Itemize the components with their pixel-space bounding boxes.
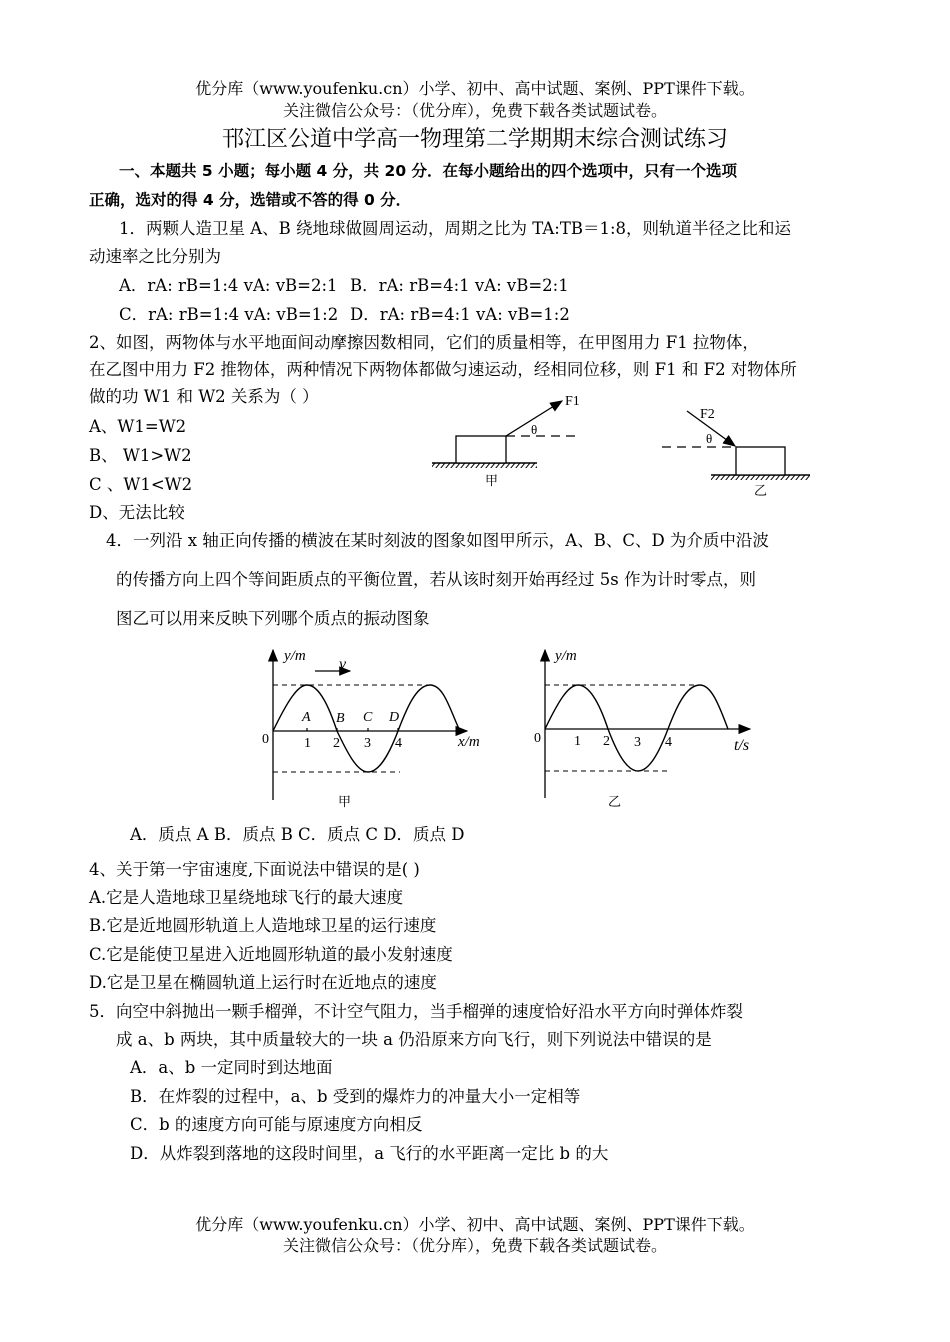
- q4-option-c: C.它是能使卫星进入近地圆形轨道的最小发射速度: [89, 945, 453, 964]
- y-axis-label-left: y/m: [284, 648, 306, 664]
- section-instructions-line-1: 一、本题共 5 小题；每小题 4 分，共 20 分．在每小题给出的四个选项中，只有一个选项: [119, 162, 738, 180]
- origin-label-right: 0: [534, 731, 541, 746]
- caption-jia-wave: 甲: [338, 794, 352, 809]
- q2-option-b: B、 W1>W2: [89, 446, 192, 465]
- caption-yi-wave: 乙: [608, 794, 622, 809]
- x-tick-4-left: 4: [395, 736, 402, 751]
- wave-figures: [250, 640, 770, 815]
- q2-stem-line-1: 2、如图，两物体与水平地面间动摩擦因数相同，它们的质量相等，在甲图用力 F1 拉物体，: [89, 333, 759, 352]
- q3-stem-line-2: 的传播方向上四个等间距质点的平衡位置，若从该时刻开始再经过 5s 作为计时零点，则: [116, 570, 756, 589]
- diagram-right: [662, 407, 810, 498]
- q3-stem-line-3: 图乙可以用来反映下列哪个质点的振动图象: [116, 609, 430, 628]
- q5-stem-line-1: 5．向空中斜抛出一颗手榴弹，不计空气阻力，当手榴弹的速度恰好沿水平方向时弹体炸裂: [89, 1002, 743, 1021]
- wave-graph-left: [262, 648, 480, 809]
- q4-option-b: B.它是近地圆形轨道上人造地球卫星的运行速度: [89, 916, 437, 935]
- q1-option-a: A．rA: rB=1:4 vA: vB=2:1: [119, 276, 338, 295]
- q5-option-b: B．在炸裂的过程中，a、b 受到的爆炸力的冲量大小一定相等: [130, 1087, 581, 1106]
- x-tick-1-right: 1: [574, 734, 581, 749]
- x-axis-label-right: t/s: [734, 737, 750, 754]
- force-label-f2: F2: [700, 407, 715, 422]
- q5-option-d: D．从炸裂到落地的这段时间里，a 飞行的水平距离一定比 b 的大: [130, 1144, 609, 1163]
- q2-option-d: D、无法比较: [89, 503, 185, 522]
- caption-yi: 乙: [754, 483, 768, 498]
- point-label-c: C: [363, 710, 373, 725]
- q1-option-d: D．rA: rB=4:1 vA: vB=1:2: [350, 305, 570, 324]
- q5-option-a: A．a、b 一定同时到达地面: [130, 1058, 333, 1077]
- q4-option-d: D.它是卫星在椭圆轨道上运行时在近地点的速度: [89, 973, 437, 992]
- page-title: 邗江区公道中学高一物理第二学期期末综合测试练习: [221, 127, 728, 152]
- ground-hatch-left: [432, 463, 537, 468]
- origin-label-left: 0: [262, 732, 269, 747]
- wave-curve-right: [545, 685, 728, 771]
- q4-option-a: A.它是人造地球卫星绕地球飞行的最大速度: [89, 888, 404, 907]
- point-label-b: B: [336, 711, 345, 726]
- angle-label-left: θ: [531, 422, 538, 437]
- y-axis-label-right: y/m: [555, 648, 577, 664]
- q5-stem-line-2: 成 a、b 两块，其中质量较大的一块 a 仍沿原来方向飞行，则下列说法中错误的是: [116, 1030, 712, 1049]
- x-tick-1-left: 1: [304, 736, 311, 751]
- q3-options: A．质点 A B．质点 B C．质点 C D．质点 D: [130, 825, 465, 844]
- q2-option-c: C 、W1<W2: [89, 475, 193, 494]
- q4-stem: 4、关于第一宇宙速度,下面说法中错误的是( ): [89, 860, 420, 879]
- x-axis-label-left: x/m: [458, 734, 480, 750]
- q1-stem-line-2: 动速率之比分别为: [89, 247, 221, 266]
- velocity-label: v: [339, 656, 347, 673]
- x-tick-3-left: 3: [364, 736, 371, 751]
- q2-stem-line-3: 做的功 W1 和 W2 关系为（ ）: [89, 387, 319, 406]
- footer-line-2: 关注微信公众号：（优分库），免费下载各类试题试卷。: [282, 1236, 667, 1255]
- wave-graph-right: [534, 648, 750, 809]
- q2-option-a: A、W1=W2: [89, 417, 187, 436]
- point-label-d: D: [389, 710, 400, 725]
- q1-stem-line-1: 1．两颗人造卫星 A、B 绕地球做圆周运动，周期之比为 TA:TB＝1:8，则轨道半径之比和运: [119, 219, 792, 238]
- force-label-f1: F1: [565, 394, 580, 409]
- q3-stem-line-1: 4．一列沿 x 轴正向传播的横波在某时刻波的图象如图甲所示，A、B、C、D 为介质中沿波: [106, 531, 769, 550]
- q1-option-c: C．rA: rB=1:4 vA: vB=1:2: [119, 305, 339, 324]
- block-right: [736, 447, 785, 475]
- caption-jia: 甲: [485, 473, 499, 488]
- q1-option-b: B．rA: rB=4:1 vA: vB=2:1: [350, 276, 569, 295]
- wave-curve-left: [273, 685, 460, 772]
- footer-line-1: 优分库（www.youfenku.cn）小学、初中、高中试题、案例、PPT课件下载。: [195, 1215, 755, 1234]
- angle-label-right: θ: [706, 431, 713, 446]
- q2-stem-line-2: 在乙图中用力 F2 推物体，两种情况下两物体都做匀速运动，经相同位移，则 F1 和 F2 对物体所: [89, 360, 797, 379]
- point-label-a: A: [302, 710, 311, 725]
- q5-option-c: C．b 的速度方向可能与原速度方向相反: [130, 1115, 423, 1134]
- x-tick-2-right: 2: [603, 734, 610, 749]
- force-diagram: [425, 385, 825, 505]
- block-left: [456, 436, 506, 463]
- diagram-left: [432, 394, 580, 488]
- header-line-1: 优分库（www.youfenku.cn）小学、初中、高中试题、案例、PPT课件下载。: [195, 79, 755, 98]
- header-line-2: 关注微信公众号：（优分库），免费下载各类试题试卷。: [282, 101, 667, 120]
- x-tick-4-right: 4: [665, 735, 672, 750]
- x-tick-2-left: 2: [333, 736, 340, 751]
- ground-hatch-right: [711, 475, 810, 480]
- section-instructions-line-2: 正确，选对的得 4 分，选错或不答的得 0 分．: [89, 191, 412, 209]
- x-tick-3-right: 3: [634, 735, 641, 750]
